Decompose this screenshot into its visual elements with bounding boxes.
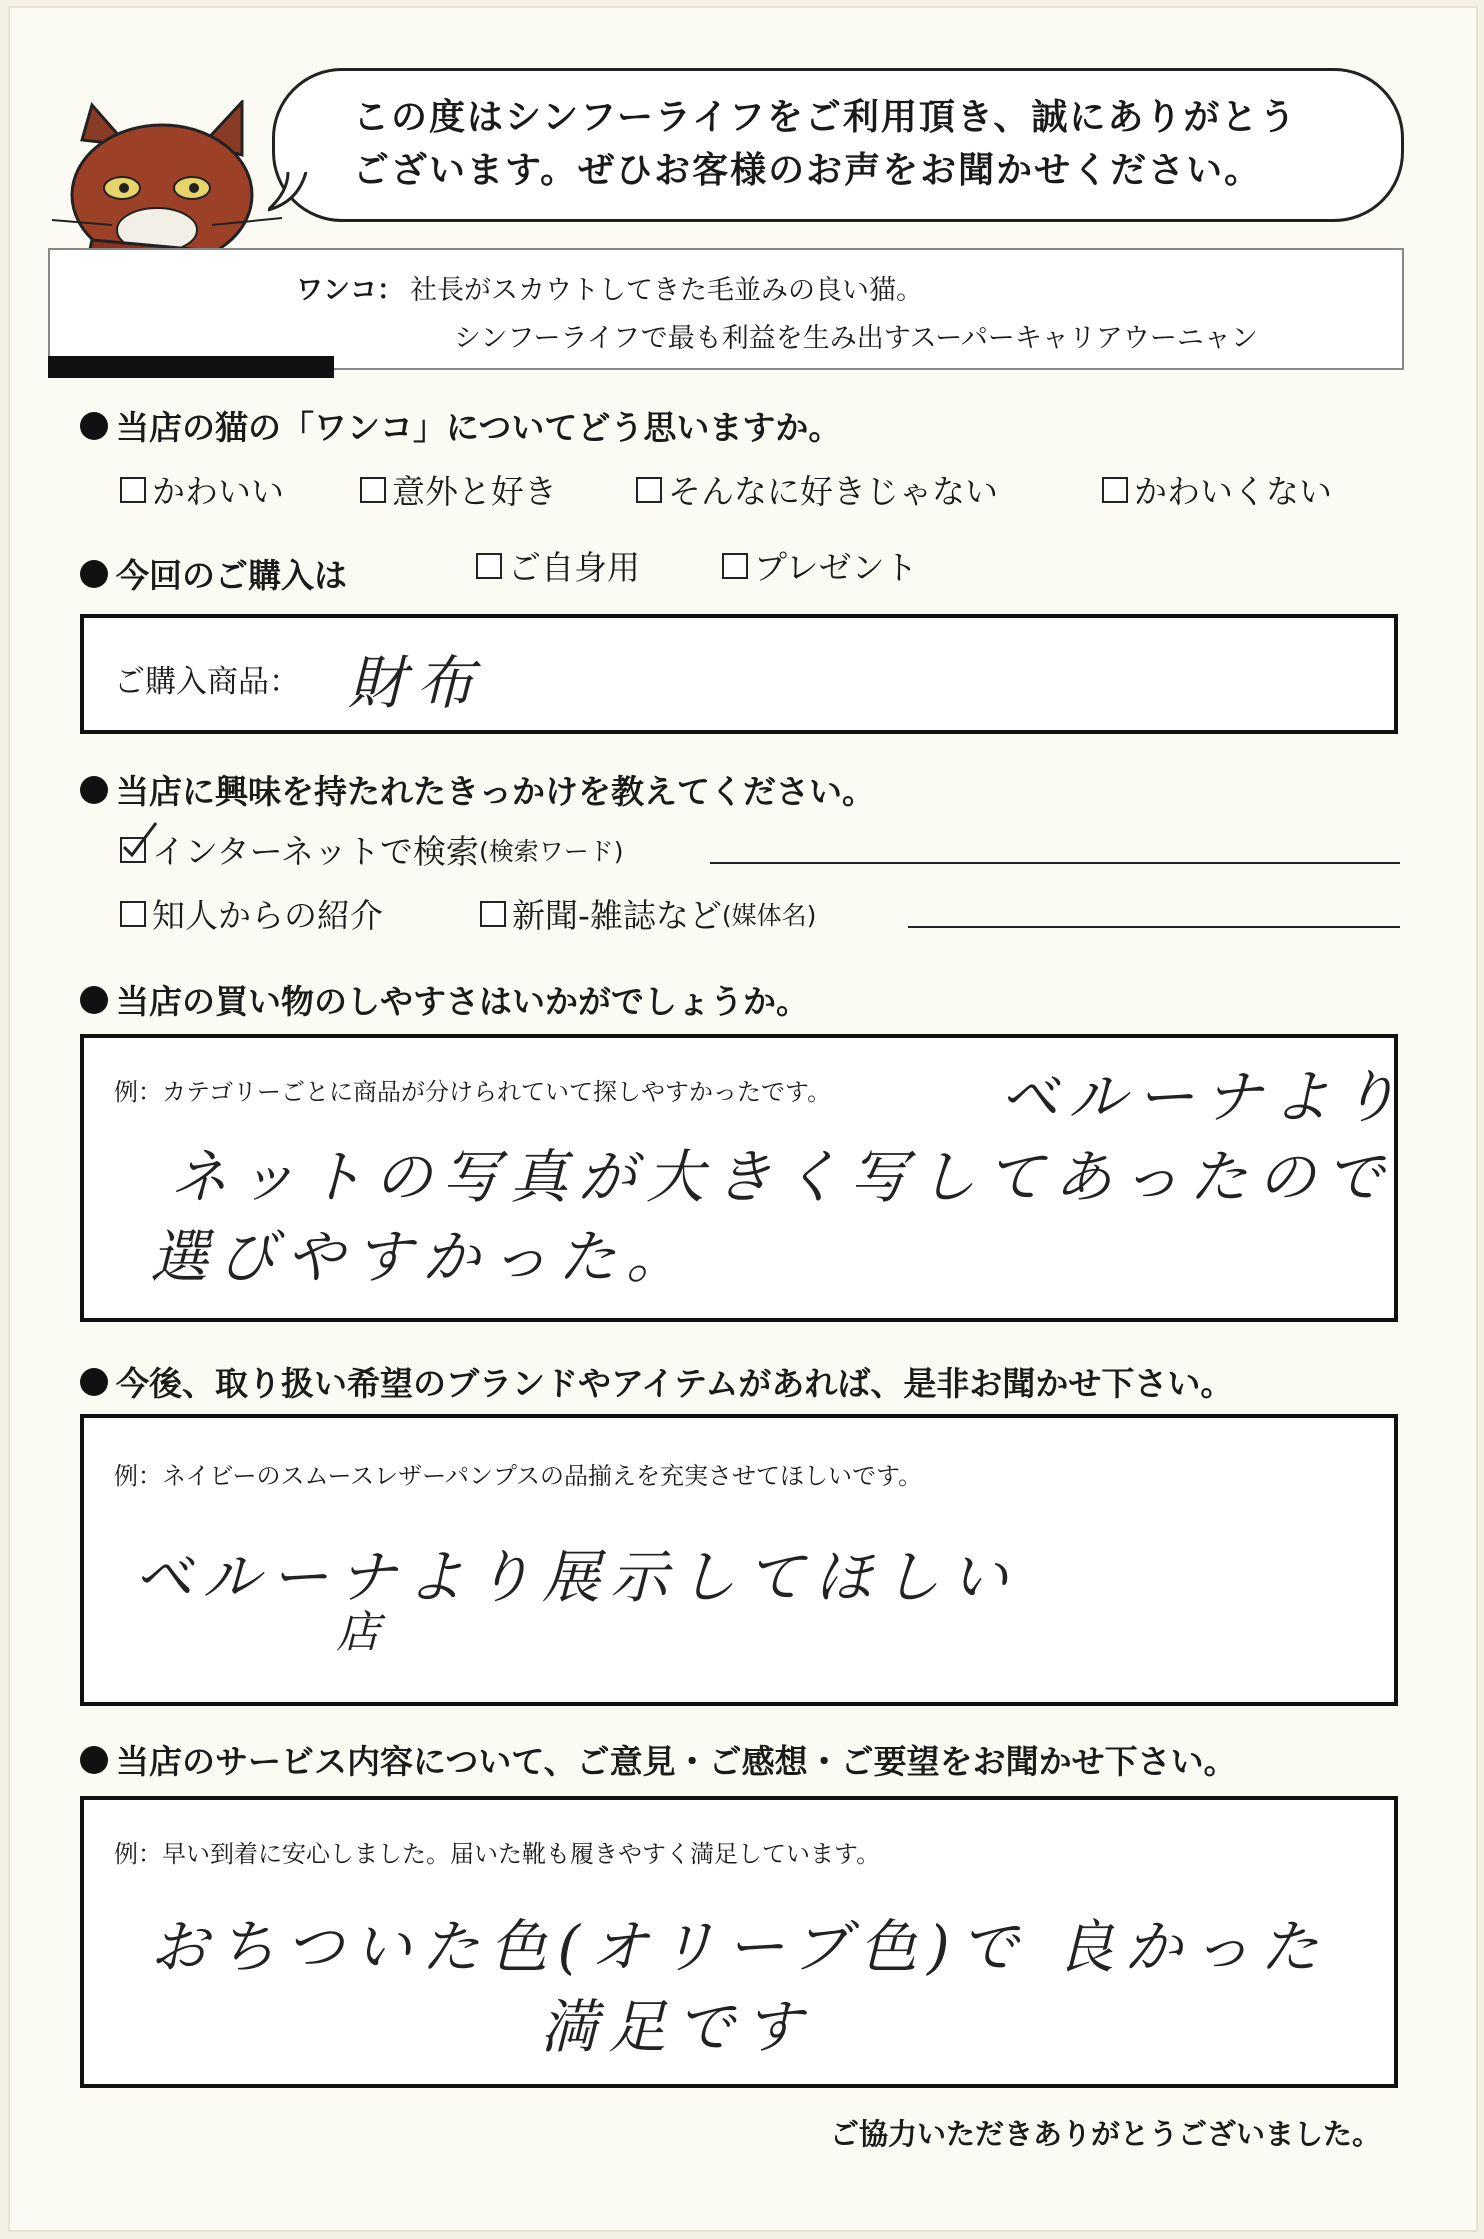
search-word-line[interactable]	[710, 862, 1400, 864]
ease-answer-3: 選びやすかった。	[150, 1223, 695, 1291]
brand-example: 例：ネイビーのスムースレザーパンプスの品揃えを充実させてほしいです。	[114, 1462, 923, 1490]
wanko-name: ワンコ：	[296, 275, 404, 306]
media-name-line[interactable]	[908, 926, 1400, 928]
checkbox[interactable]	[476, 553, 502, 579]
internet-note: (検索ワード)	[479, 836, 624, 866]
option-not-so-like[interactable]: そんなに好きじゃない	[636, 466, 998, 513]
option-media[interactable]: 新聞-雑誌など (媒体名)	[480, 890, 816, 937]
brand-answer-1: ベルーナより展示してほしい	[134, 1543, 1019, 1611]
bullet-icon	[80, 776, 108, 804]
option-present[interactable]: プレゼント	[722, 542, 918, 589]
question-purchase-type: 今回のご購入は	[80, 550, 347, 597]
bullet-icon	[80, 1368, 108, 1396]
wanko-desc-2: シンフーライフで最も利益を生み出すスーパーキャリアウーニャン	[454, 323, 1258, 354]
ease-answer-2: ネットの写真が大きく写してあったので	[170, 1143, 1394, 1211]
service-answer-2: 満足です	[540, 1993, 813, 2061]
question-brand-request: 今後、取り扱い希望のブランドやアイテムがあれば、是非お聞かせ下さい。	[80, 1358, 1233, 1405]
question-interest-trigger: 当店に興味を持たれたきっかけを教えてください。	[80, 766, 875, 813]
bullet-icon	[80, 986, 108, 1014]
speech-bubble	[272, 68, 1404, 222]
media-note: (媒体名)	[721, 900, 817, 930]
checkbox[interactable]	[636, 477, 662, 503]
product-value: 財布	[348, 649, 485, 717]
option-kawaii[interactable]: かわいい	[120, 466, 284, 513]
question-service-feedback: 当店のサービス内容について、ご意見・ご感想・ご要望をお聞かせ下さい。	[80, 1736, 1237, 1783]
option-igai-suki[interactable]: 意外と好き	[360, 466, 557, 513]
checkbox[interactable]	[1102, 477, 1128, 503]
option-self-use[interactable]: ご自身用	[476, 542, 640, 589]
option-friend[interactable]: 知人からの紹介	[120, 890, 383, 937]
product-label: ご購入商品：	[114, 664, 300, 700]
option-not-kawaii[interactable]: かわいくない	[1102, 466, 1332, 513]
checkmark-icon	[120, 821, 160, 861]
mascot-base-bar	[48, 356, 334, 378]
ease-example: 例：カテゴリーごとに商品が分けられていて探しやすかったです。	[114, 1078, 832, 1106]
ease-answer-1: ベルーナより	[1000, 1063, 1409, 1131]
checkbox[interactable]	[120, 477, 146, 503]
service-answer-1: おちついた色(オリーブ色)で 良かった	[150, 1913, 1329, 1981]
bullet-icon	[80, 1746, 108, 1774]
brand-answer-note: 店	[336, 1607, 390, 1658]
bullet-icon	[80, 412, 108, 440]
intro-line-1: この度はシンフーライフをご利用頂き、誠にありがとう	[353, 97, 1298, 138]
option-internet-search[interactable]: インターネットで検索 (検索ワード)	[120, 826, 624, 873]
checkbox-checked[interactable]	[120, 837, 146, 863]
wanko-desc-1: 社長がスカウトしてきた毛並みの良い猫。	[410, 275, 923, 306]
checkbox[interactable]	[120, 901, 146, 927]
checkbox[interactable]	[722, 553, 748, 579]
checkbox[interactable]	[360, 477, 386, 503]
bubble-tail-icon	[268, 172, 308, 212]
question-ease-of-shopping: 当店の買い物のしやすさはいかがでしょうか。	[80, 976, 809, 1023]
intro-line-2: ございます。ぜひお客様のお声をお聞かせください。	[353, 150, 1263, 191]
service-example: 例：早い到着に安心しました。届いた靴も履きやすく満足しています。	[114, 1840, 881, 1868]
question-cat-opinion: 当店の猫の「ワンコ」についてどう思いますか。	[80, 402, 841, 449]
thanks-footer: ご協力いただきありがとうございました。	[830, 2117, 1382, 2151]
checkbox[interactable]	[480, 901, 506, 927]
bullet-icon	[80, 560, 108, 588]
